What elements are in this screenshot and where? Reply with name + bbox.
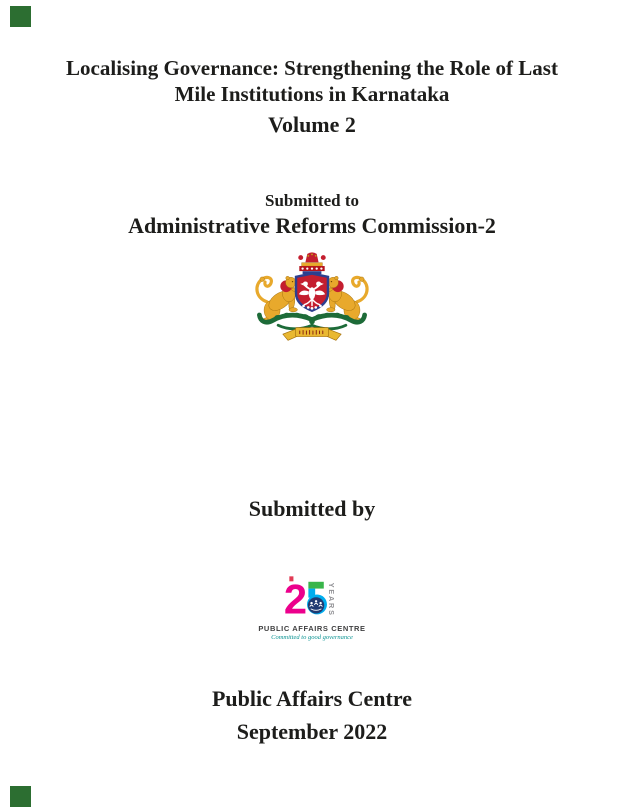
- submitted-to-label: Submitted to: [265, 191, 359, 210]
- globe-people-icon: [308, 597, 324, 613]
- shield-icon: [296, 274, 328, 311]
- pac-logo: [0, 576, 624, 641]
- pac-digit-5-topbar: [308, 582, 323, 589]
- publication-date: September 2022: [236, 719, 388, 744]
- pac-logo-name: PUBLIC AFFAIRS CENTRE: [258, 624, 366, 633]
- karnataka-emblem-graphic: [246, 251, 378, 345]
- pac-25-years-icon: [283, 576, 341, 622]
- recipient-name: Administrative Reforms Commission-2: [128, 213, 496, 238]
- years-vertical-label: YEARS: [326, 582, 336, 617]
- karnataka-emblem: [0, 251, 624, 345]
- submitted-by-label: Submitted by: [248, 496, 376, 521]
- cover-title-line2: Mile Institutions in Karnataka: [174, 82, 450, 106]
- volume-label: Volume 2: [268, 112, 356, 137]
- corner-marker-top: [10, 6, 31, 27]
- cover-title-line1: Localising Governance: Strengthening the Role of Last: [66, 56, 558, 80]
- pac-digit-2: 2: [283, 576, 308, 622]
- corner-marker-bottom: [10, 786, 31, 807]
- ashoka-capital-icon: [298, 252, 325, 274]
- pac-logo-tagline: Committed to good governance: [271, 634, 353, 641]
- organisation-name: Public Affairs Centre: [211, 686, 412, 711]
